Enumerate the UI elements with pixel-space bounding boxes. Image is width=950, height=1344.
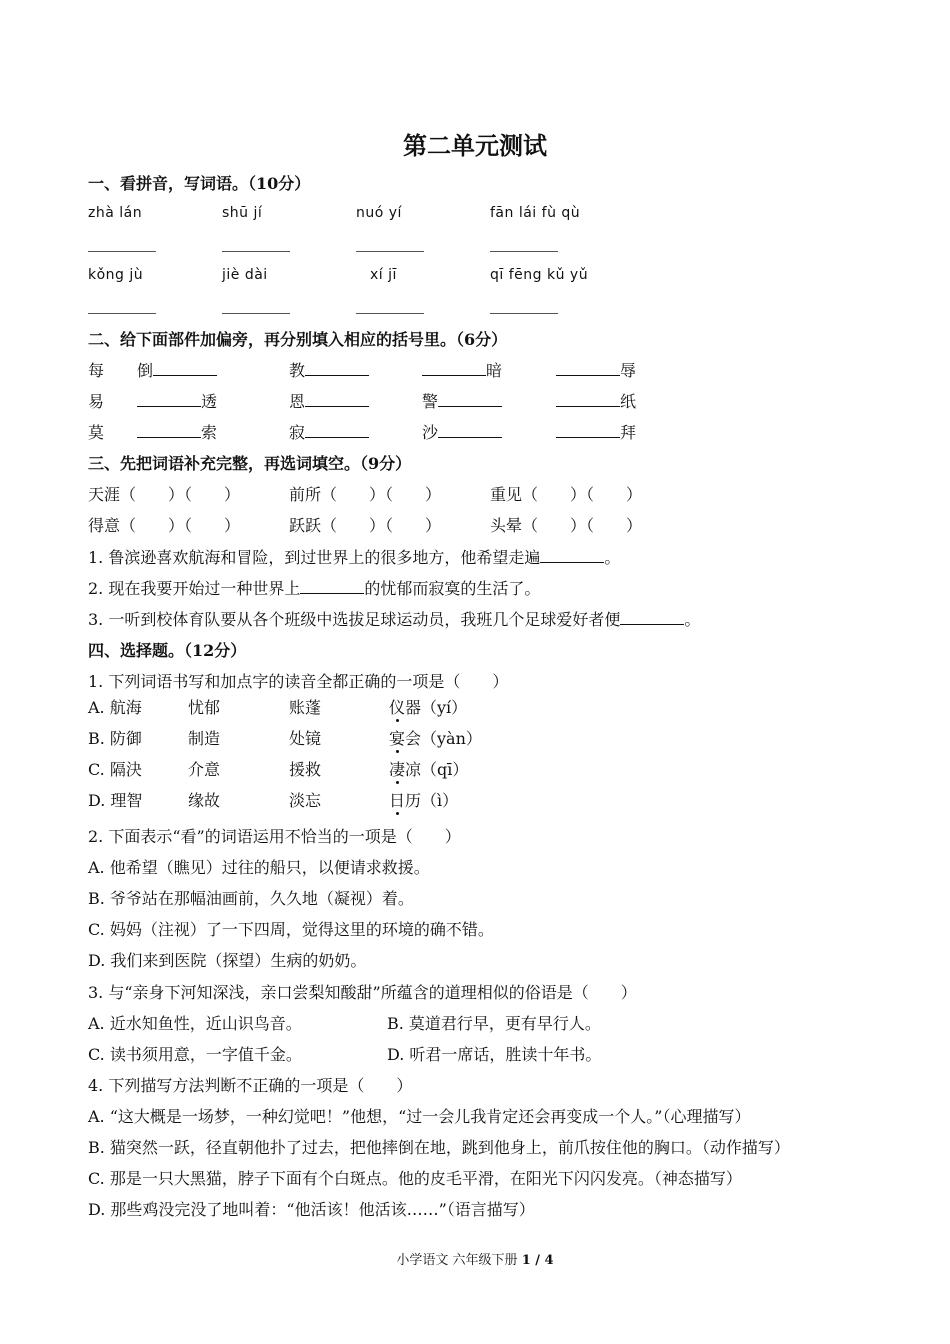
fill-item: 警 bbox=[422, 389, 502, 412]
blank[interactable] bbox=[305, 423, 369, 438]
fill-item: 纸 bbox=[556, 389, 636, 412]
pinyin: shū jí bbox=[222, 205, 263, 221]
idiom-item: 头晕（ ）（ ） bbox=[490, 516, 643, 535]
page-title: 第二单元测试 bbox=[403, 131, 547, 160]
answer-line[interactable] bbox=[490, 313, 558, 314]
fill-item: 倒 bbox=[137, 358, 217, 381]
option-word: 凄凉（qī） bbox=[389, 760, 469, 779]
pinyin: jiè dài bbox=[222, 267, 268, 283]
option-word: 忧郁 bbox=[188, 698, 221, 717]
pinyin: qī fēng kǔ yǔ bbox=[490, 267, 589, 283]
question-stem: 1. 下列词语书写和加点字的读音全都正确的一项是（ ） bbox=[88, 672, 509, 691]
fill-sentence-1: 1. 鲁滨逊喜欢航海和冒险，到过世界上的很多地方，他希望走遍 。 bbox=[88, 548, 621, 567]
question-stem: 3. 与“亲身下河知深浅，亲口尝梨知酸甜”所蕴含的道理相似的俗语是（ ） bbox=[88, 983, 637, 1002]
blank[interactable] bbox=[556, 392, 620, 407]
fill-item: 索 bbox=[137, 420, 217, 443]
pinyin: zhà lán bbox=[88, 205, 143, 221]
option[interactable]: B. 莫道君行早，更有早行人。 bbox=[387, 1014, 601, 1033]
fill-item: 恩 bbox=[289, 389, 369, 412]
option[interactable]: D. 那些鸡没完没了地叫着：“他活该！他活该……”（语言描写） bbox=[88, 1200, 535, 1219]
pinyin: kǒng jù bbox=[88, 267, 144, 283]
pinyin: xí jī bbox=[370, 267, 397, 283]
blank[interactable] bbox=[620, 610, 684, 625]
idiom-item: 重见（ ）（ ） bbox=[490, 485, 643, 504]
option-word: 缘故 bbox=[188, 791, 221, 810]
question-stem: 2. 下面表示“看”的词语运用不恰当的一项是（ ） bbox=[88, 827, 461, 846]
answer-line[interactable] bbox=[356, 251, 424, 252]
fill-item: 透 bbox=[137, 389, 217, 412]
blank[interactable] bbox=[422, 361, 486, 376]
component: 每 bbox=[88, 361, 105, 380]
fill-item: 寂 bbox=[289, 420, 369, 443]
answer-line[interactable] bbox=[356, 313, 424, 314]
option-word: 账蓬 bbox=[289, 698, 322, 717]
option-label[interactable]: C. 隔決 bbox=[88, 760, 142, 779]
question-stem: 4. 下列描写方法判断不正确的一项是（ ） bbox=[88, 1076, 413, 1095]
pinyin: fān lái fù qù bbox=[490, 205, 581, 221]
option-word: 宴会（yàn） bbox=[389, 729, 482, 748]
answer-line[interactable] bbox=[88, 313, 156, 314]
blank[interactable] bbox=[153, 361, 217, 376]
option-label[interactable]: B. 防御 bbox=[88, 729, 142, 748]
option[interactable]: A. 近水知鱼性，近山识鸟音。 bbox=[88, 1014, 302, 1033]
fill-item: 沙 bbox=[422, 420, 502, 443]
idiom-item: 得意（ ）（ ） bbox=[88, 516, 241, 535]
blank[interactable] bbox=[438, 392, 502, 407]
fill-item: 教 bbox=[289, 358, 369, 381]
blank[interactable] bbox=[438, 423, 502, 438]
option[interactable]: C. 读书须用意，一字值千金。 bbox=[88, 1045, 302, 1064]
section-4-heading: 四、选择题。（12分） bbox=[88, 641, 247, 660]
answer-line[interactable] bbox=[88, 251, 156, 252]
answer-line[interactable] bbox=[490, 251, 558, 252]
blank[interactable] bbox=[305, 392, 369, 407]
blank[interactable] bbox=[540, 548, 604, 563]
page-footer: 小学语文 六年级下册 1 / 4 bbox=[396, 1253, 554, 1268]
option-word: 处镜 bbox=[289, 729, 322, 748]
fill-sentence-2: 2. 现在我要开始过一种世界上 的忧郁而寂寞的生活了。 bbox=[88, 579, 541, 598]
option-word: 援救 bbox=[289, 760, 322, 779]
section-1-heading: 一、看拼音，写词语。（10分） bbox=[88, 174, 311, 193]
option-label[interactable]: A. 航海 bbox=[88, 698, 142, 717]
idiom-item: 前所（ ）（ ） bbox=[289, 485, 442, 504]
option-word: 介意 bbox=[188, 760, 221, 779]
option[interactable]: D. 听君一席话，胜读十年书。 bbox=[387, 1045, 602, 1064]
blank[interactable] bbox=[300, 579, 364, 594]
option[interactable]: A. “这大概是一场梦，一种幻觉吧！”他想，“过一会儿我肯定还会再变成一个人。”（心理描写） bbox=[88, 1107, 751, 1126]
option[interactable]: B. 爷爷站在那幅油画前，久久地（凝视）着。 bbox=[88, 889, 414, 908]
component: 莫 bbox=[88, 423, 105, 442]
fill-item: 拜 bbox=[556, 420, 636, 443]
section-3-heading: 三、先把词语补充完整，再选词填空。（9分） bbox=[88, 454, 412, 473]
option-word: 淡忘 bbox=[289, 791, 322, 810]
blank[interactable] bbox=[137, 423, 201, 438]
component: 易 bbox=[88, 392, 105, 411]
option[interactable]: C. 妈妈（注视）了一下四周，觉得这里的环境的确不错。 bbox=[88, 920, 494, 939]
option-label[interactable]: D. 理智 bbox=[88, 791, 143, 810]
idiom-item: 天涯（ ）（ ） bbox=[88, 485, 241, 504]
answer-line[interactable] bbox=[222, 313, 290, 314]
option-word: 仪器（yí） bbox=[389, 698, 468, 717]
blank[interactable] bbox=[305, 361, 369, 376]
blank[interactable] bbox=[556, 361, 620, 376]
option[interactable]: B. 猫突然一跃，径直朝他扑了过去，把他摔倒在地，跳到他身上，前爪按住他的胸口。（动作描写） bbox=[88, 1138, 790, 1157]
answer-line[interactable] bbox=[222, 251, 290, 252]
fill-item: 辱 bbox=[556, 358, 636, 381]
page-number: 1 / 4 bbox=[521, 1253, 554, 1268]
option[interactable]: A. 他希望（瞧见）过往的船只，以便请求救援。 bbox=[88, 858, 430, 877]
option-word: 制造 bbox=[188, 729, 221, 748]
section-2-heading: 二、给下面部件加偏旁，再分别填入相应的括号里。（6分） bbox=[88, 330, 508, 349]
option[interactable]: D. 我们来到医院（探望）生病的奶奶。 bbox=[88, 951, 367, 970]
idiom-item: 跃跃（ ）（ ） bbox=[289, 516, 442, 535]
option-word: 日历（ì） bbox=[389, 791, 459, 810]
option[interactable]: C. 那是一只大黑猫，脖子下面有个白斑点。他的皮毛平滑，在阳光下闪闪发亮。（神态描写） bbox=[88, 1169, 742, 1188]
blank[interactable] bbox=[137, 392, 201, 407]
fill-sentence-3: 3. 一听到校体育队要从各个班级中选拔足球运动员，我班几个足球爱好者便 。 bbox=[88, 610, 701, 629]
pinyin: nuó yí bbox=[356, 205, 402, 221]
blank[interactable] bbox=[556, 423, 620, 438]
fill-item: 暗 bbox=[422, 358, 502, 381]
